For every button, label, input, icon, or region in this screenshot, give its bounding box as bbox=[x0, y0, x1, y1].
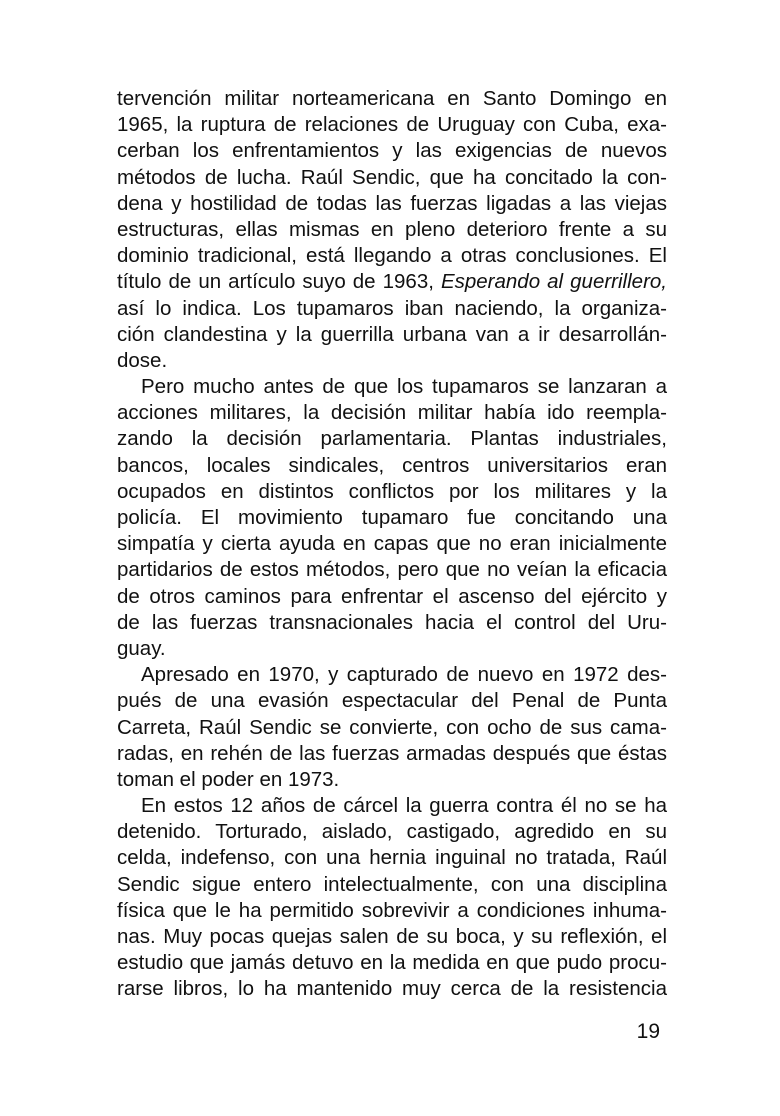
text-line: rarse libros, lo ha mantenido muy cerca de la resistencia bbox=[117, 977, 667, 1001]
text-line bbox=[117, 269, 667, 295]
text-line: Sendic sigue entero intelectualmente, con una disciplina bbox=[117, 872, 667, 896]
text-line: ocupados en distintos conflictos por los militares y la bbox=[117, 479, 667, 503]
text-line: simpatía y cierta ayuda en capas que no eran inicialmente bbox=[117, 532, 667, 556]
text-line: detenido. Torturado, aislado, castigado, agredido en su bbox=[117, 820, 667, 844]
text-line: celda, indefenso, con una hernia inguinal no tratada, Raúl bbox=[117, 846, 667, 870]
text-line: Pero mucho antes de que los tupamaros se lanzaran a bbox=[141, 375, 667, 399]
text-line: guay. bbox=[117, 636, 166, 660]
text-line: Carreta, Raúl Sendic se convierte, con ocho de sus cama- bbox=[117, 715, 667, 739]
text-line: partidarios de estos métodos, pero que no veían la eficacia bbox=[117, 558, 667, 582]
book-title-italic: Esperando al guerrillero, bbox=[440, 270, 667, 294]
text-line: tervención militar norteamericana en Santo Domingo en bbox=[117, 87, 667, 110]
text-line: así lo indica. Los tupamaros iban naciendo, la organiza- bbox=[117, 296, 667, 320]
text-line: dena y hostilidad de todas las fuerzas ligadas a las viejas bbox=[117, 191, 667, 215]
text-line: nas. Muy pocas quejas salen de su boca, y su reflexión, el bbox=[117, 925, 667, 948]
text-line: métodos de lucha. Raúl Sendic, que ha concitado la con- bbox=[117, 165, 667, 189]
text-line: bancos, locales sindicales, centros universitarios eran bbox=[117, 453, 667, 477]
text-line: dominio tradicional, está llegando a otras conclusiones. El bbox=[117, 244, 667, 268]
text-line: de las fuerzas transnacionales hacia el control del Uru- bbox=[117, 610, 667, 634]
text-line: 1965, la ruptura de relaciones de Uruguay con Cuba, exa- bbox=[117, 113, 667, 137]
text-line: pués de una evasión espectacular del Penal de Punta bbox=[117, 689, 667, 713]
text-line: estructuras, ellas mismas en pleno deterioro frente a su bbox=[117, 217, 667, 241]
text-line: zando la decisión parlamentaria. Plantas industriales, bbox=[117, 427, 667, 451]
text-line: de otros caminos para enfrentar el ascenso del ejército y bbox=[117, 584, 667, 608]
text-line: ción clandestina y la guerrilla urbana van a ir desarrollán- bbox=[117, 322, 667, 346]
text-line: radas, en rehén de las fuerzas armadas después que éstas bbox=[117, 741, 667, 765]
text-line: acciones militares, la decisión militar había ido reempla- bbox=[117, 401, 667, 425]
text-line: En estos 12 años de cárcel la guerra contra él no se ha bbox=[141, 794, 667, 818]
page-number: 19 bbox=[636, 1020, 660, 1043]
text-line: Apresado en 1970, y capturado de nuevo en 1972 des- bbox=[141, 663, 667, 687]
text-line: dose. bbox=[117, 348, 168, 372]
text-run: título de un artículo suyo de 1963, bbox=[117, 270, 441, 294]
text-line: cerban los enfrentamientos y las exigencias de nuevos bbox=[117, 139, 667, 163]
text-line: física que le ha permitido sobrevivir a condiciones inhuma- bbox=[117, 898, 667, 922]
text-line: policía. El movimiento tupamaro fue concitando una bbox=[117, 506, 667, 529]
text-line: toman el poder en 1973. bbox=[117, 767, 340, 791]
body-text bbox=[117, 86, 667, 1003]
text-line: estudio que jamás detuvo en la medida en que pudo procu- bbox=[117, 951, 667, 975]
